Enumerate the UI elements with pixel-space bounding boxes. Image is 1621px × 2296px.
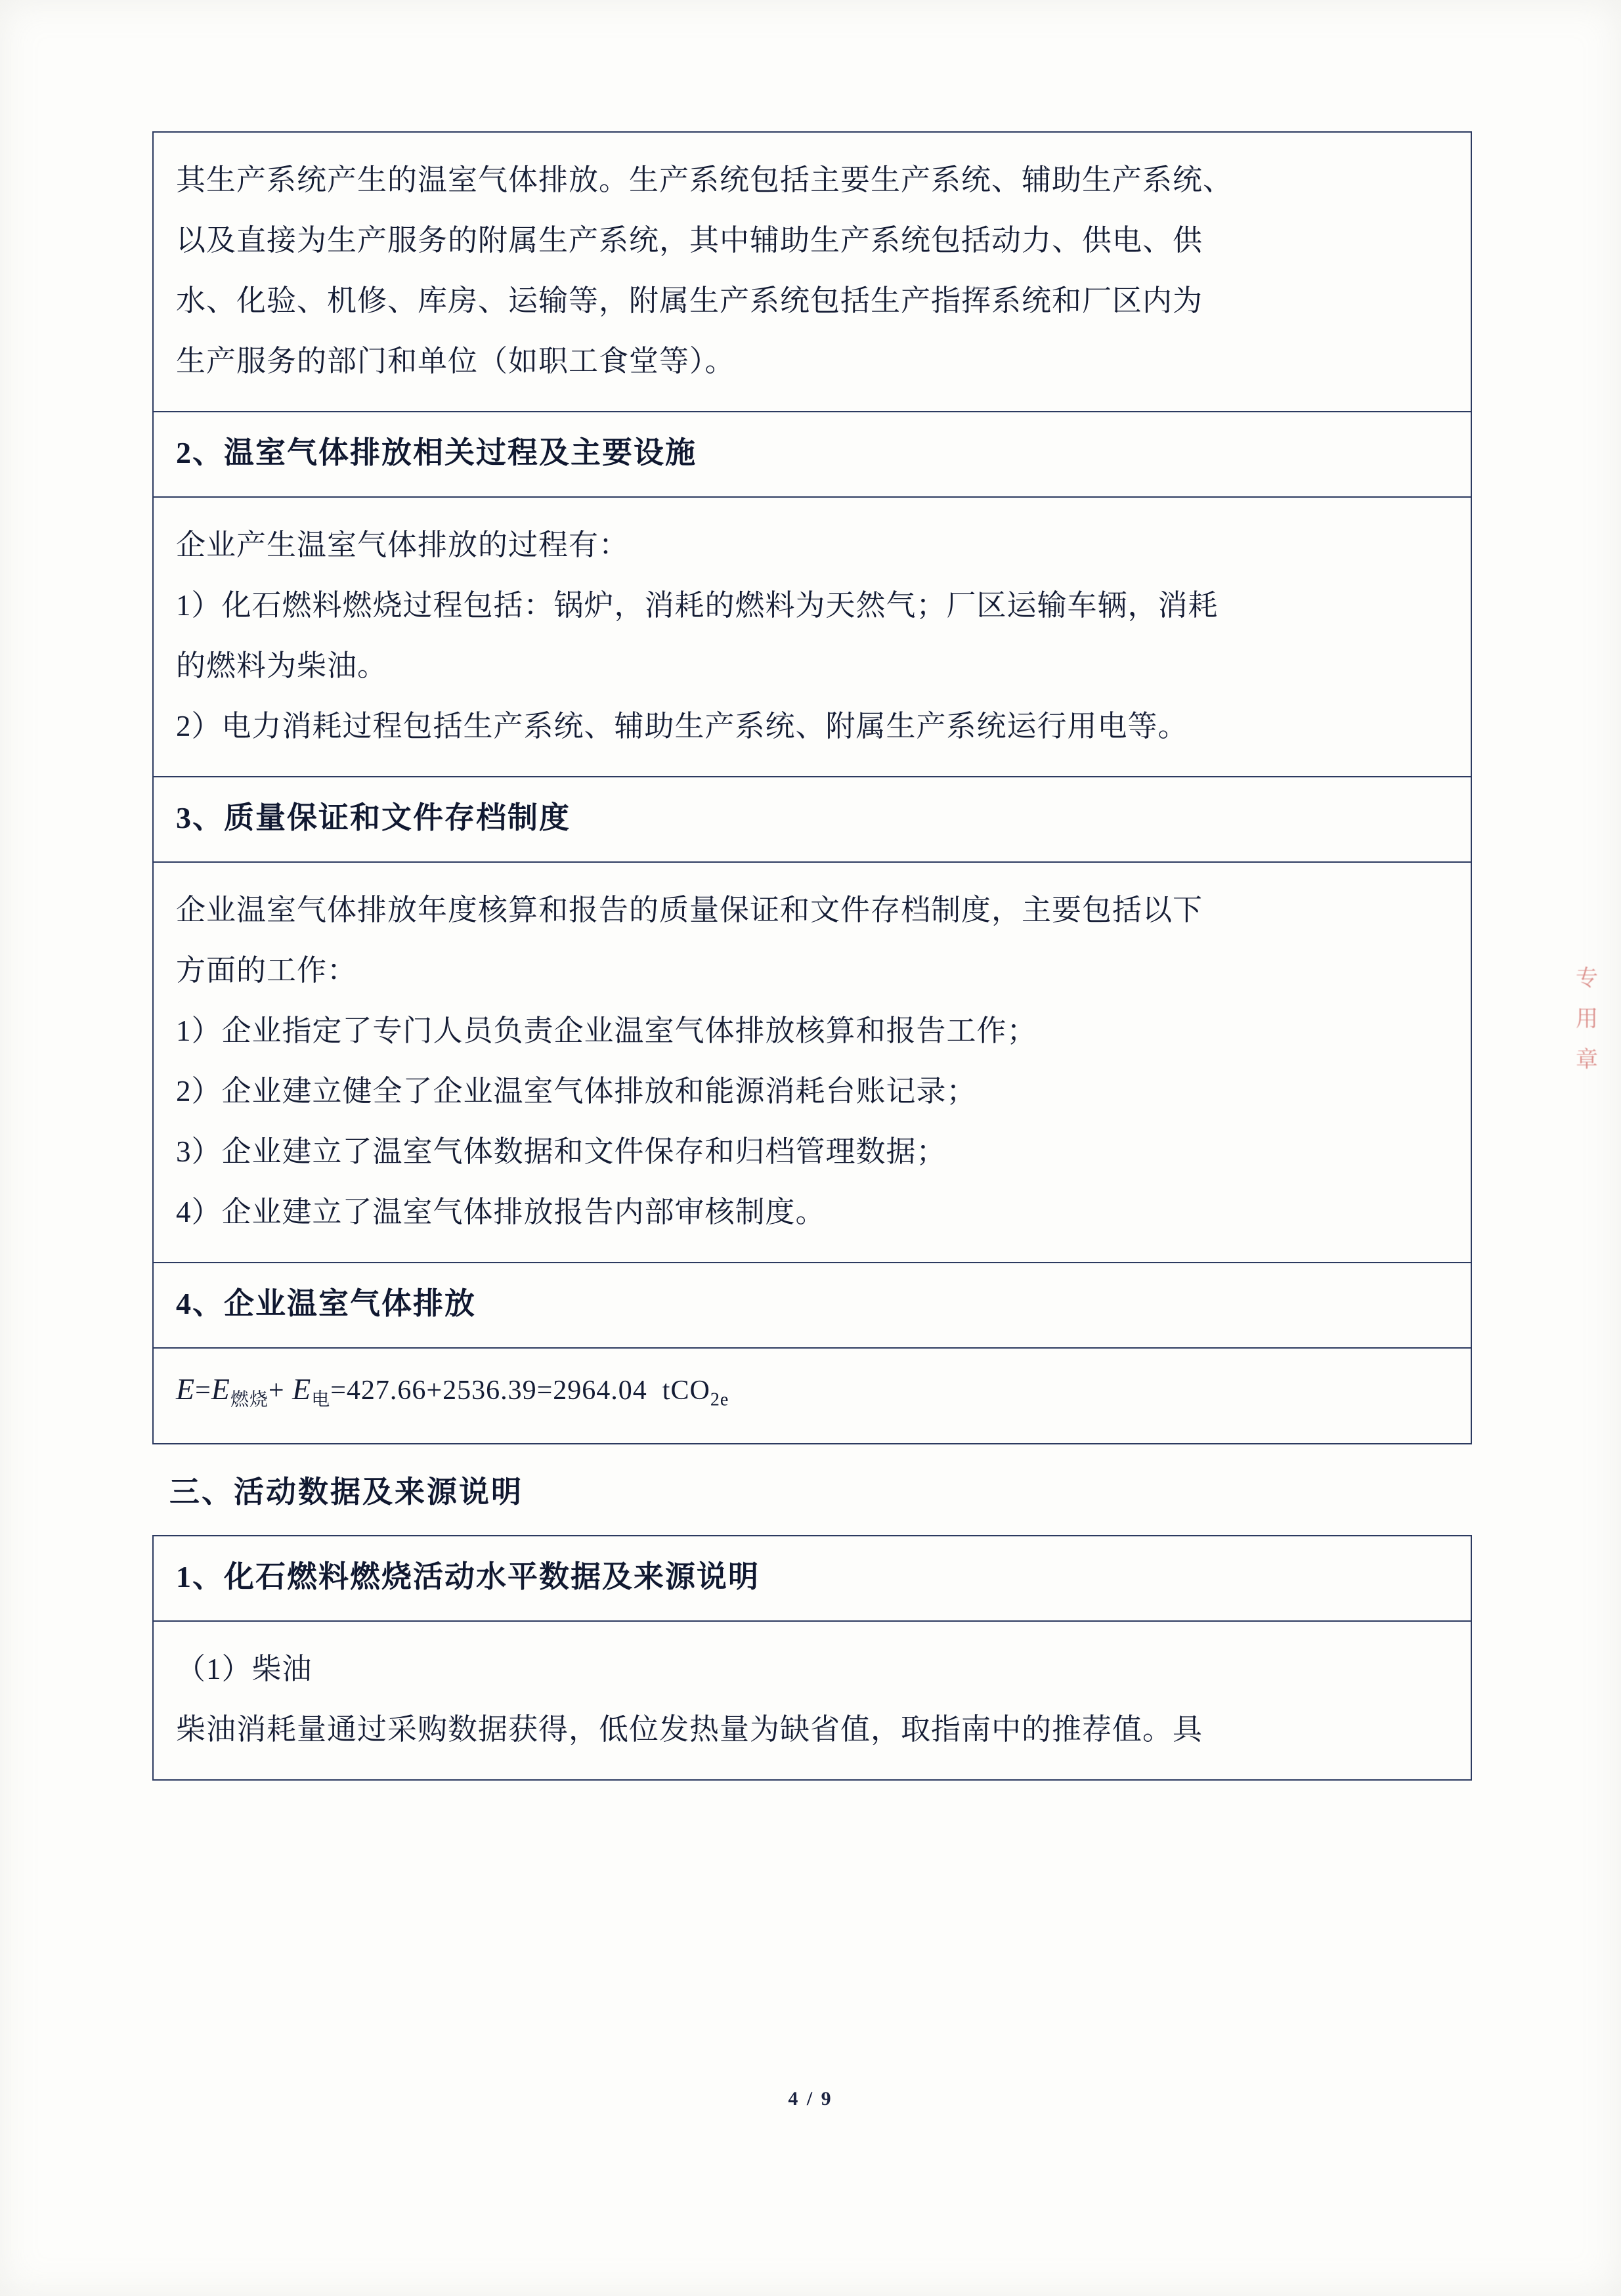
formula-term1-sub: 燃烧 — [230, 1389, 269, 1410]
qa-line-4: 2）企业建立健全了企业温室气体排放和能源消耗台账记录； — [176, 1075, 977, 1108]
formula-unit-base: tCO — [662, 1375, 710, 1406]
seal-char-1: 专 — [1576, 966, 1599, 991]
emission-process-line-3: 的燃料为柴油。 — [176, 649, 388, 682]
formula-unit-sub: 2e — [710, 1389, 729, 1410]
formula-term2-base: E — [292, 1372, 312, 1406]
table-row — [153, 132, 1471, 412]
formula-eq2: =427.66+2536.39=2964.04 — [330, 1375, 647, 1406]
table-row — [153, 777, 1471, 862]
formula-plus: + — [268, 1375, 285, 1406]
red-seal-fragment — [1555, 959, 1620, 1300]
scope-line-2: 以及直接为生产服务的附属生产系统，其中辅助生产系统包括动力、供电、供 — [176, 224, 1203, 257]
emission-process-line-1: 企业产生温室气体排放的过程有： — [176, 529, 630, 561]
emission-process-cell — [153, 497, 1471, 777]
heading-activity-1-text: 1、化石燃料燃烧活动水平数据及来源说明 — [176, 1560, 760, 1594]
table-row — [153, 1536, 1471, 1621]
document-body — [152, 131, 1472, 1781]
seal-char-3: 章 — [1576, 1048, 1599, 1072]
table-row — [153, 412, 1471, 497]
formula-term2-sub: 电 — [311, 1389, 331, 1410]
table-row — [153, 1348, 1471, 1444]
emission-process-line-2: 1）化石燃料燃烧过程包括：锅炉，消耗的燃料为天然气；厂区运输车辆，消耗 — [176, 589, 1219, 622]
heading-activity-1-cell — [153, 1536, 1471, 1621]
emission-formula-cell — [153, 1348, 1471, 1444]
scope-line-1: 其生产系统产生的温室气体排放。生产系统包括主要生产系统、辅助生产系统、 — [176, 163, 1234, 196]
section-three-title: 三、活动数据及来源说明 — [169, 1475, 523, 1509]
formula-lhs: E — [176, 1372, 196, 1406]
heading-2-text: 2、温室气体排放相关过程及主要设施 — [176, 436, 697, 469]
heading-2-cell — [153, 412, 1471, 497]
qa-line-2: 方面的工作： — [176, 954, 358, 987]
table-row — [153, 1263, 1471, 1348]
scope-line-4: 生产服务的部门和单位（如职工食堂等）。 — [176, 345, 735, 378]
heading-4-text: 4、企业温室气体排放 — [176, 1287, 476, 1320]
scope-line-3: 水、化验、机修、库房、运输等，附属生产系统包括生产指挥系统和厂区内为 — [176, 284, 1203, 317]
page-number: 4 / 9 — [788, 2088, 833, 2110]
emission-process-line-4: 2）电力消耗过程包括生产系统、辅助生产系统、附属生产系统运行用电等。 — [176, 710, 1188, 743]
emission-formula-text — [176, 1366, 1448, 1423]
table-row — [153, 497, 1471, 777]
formula-eq1: = — [195, 1375, 211, 1406]
qa-line-3: 1）企业指定了专门人员负责企业温室气体排放核算和报告工作； — [176, 1014, 1037, 1047]
table-row — [153, 1621, 1471, 1780]
seal-char-2: 用 — [1576, 1007, 1599, 1031]
qa-line-5: 3）企业建立了温室气体数据和文件保存和归档管理数据； — [176, 1135, 947, 1168]
content-table-top — [152, 131, 1472, 1444]
heading-3-cell — [153, 777, 1471, 862]
content-table-bottom — [152, 1535, 1472, 1781]
diesel-line-1: （1）柴油 — [176, 1653, 313, 1686]
diesel-line-2: 柴油消耗量通过采购数据获得，低位发热量为缺省值，取指南中的推荐值。具 — [176, 1713, 1203, 1746]
quality-assurance-cell — [153, 862, 1471, 1263]
qa-line-6: 4）企业建立了温室气体排放报告内部审核制度。 — [176, 1196, 826, 1228]
diesel-subsection-cell — [153, 1621, 1471, 1780]
heading-3-text: 3、质量保证和文件存档制度 — [176, 801, 571, 834]
qa-line-1: 企业温室气体排放年度核算和报告的质量保证和文件存档制度，主要包括以下 — [176, 894, 1203, 926]
formula-term1-base: E — [211, 1372, 230, 1406]
table-row — [153, 862, 1471, 1263]
scope-continuation-cell — [153, 132, 1471, 412]
heading-4-cell — [153, 1263, 1471, 1348]
